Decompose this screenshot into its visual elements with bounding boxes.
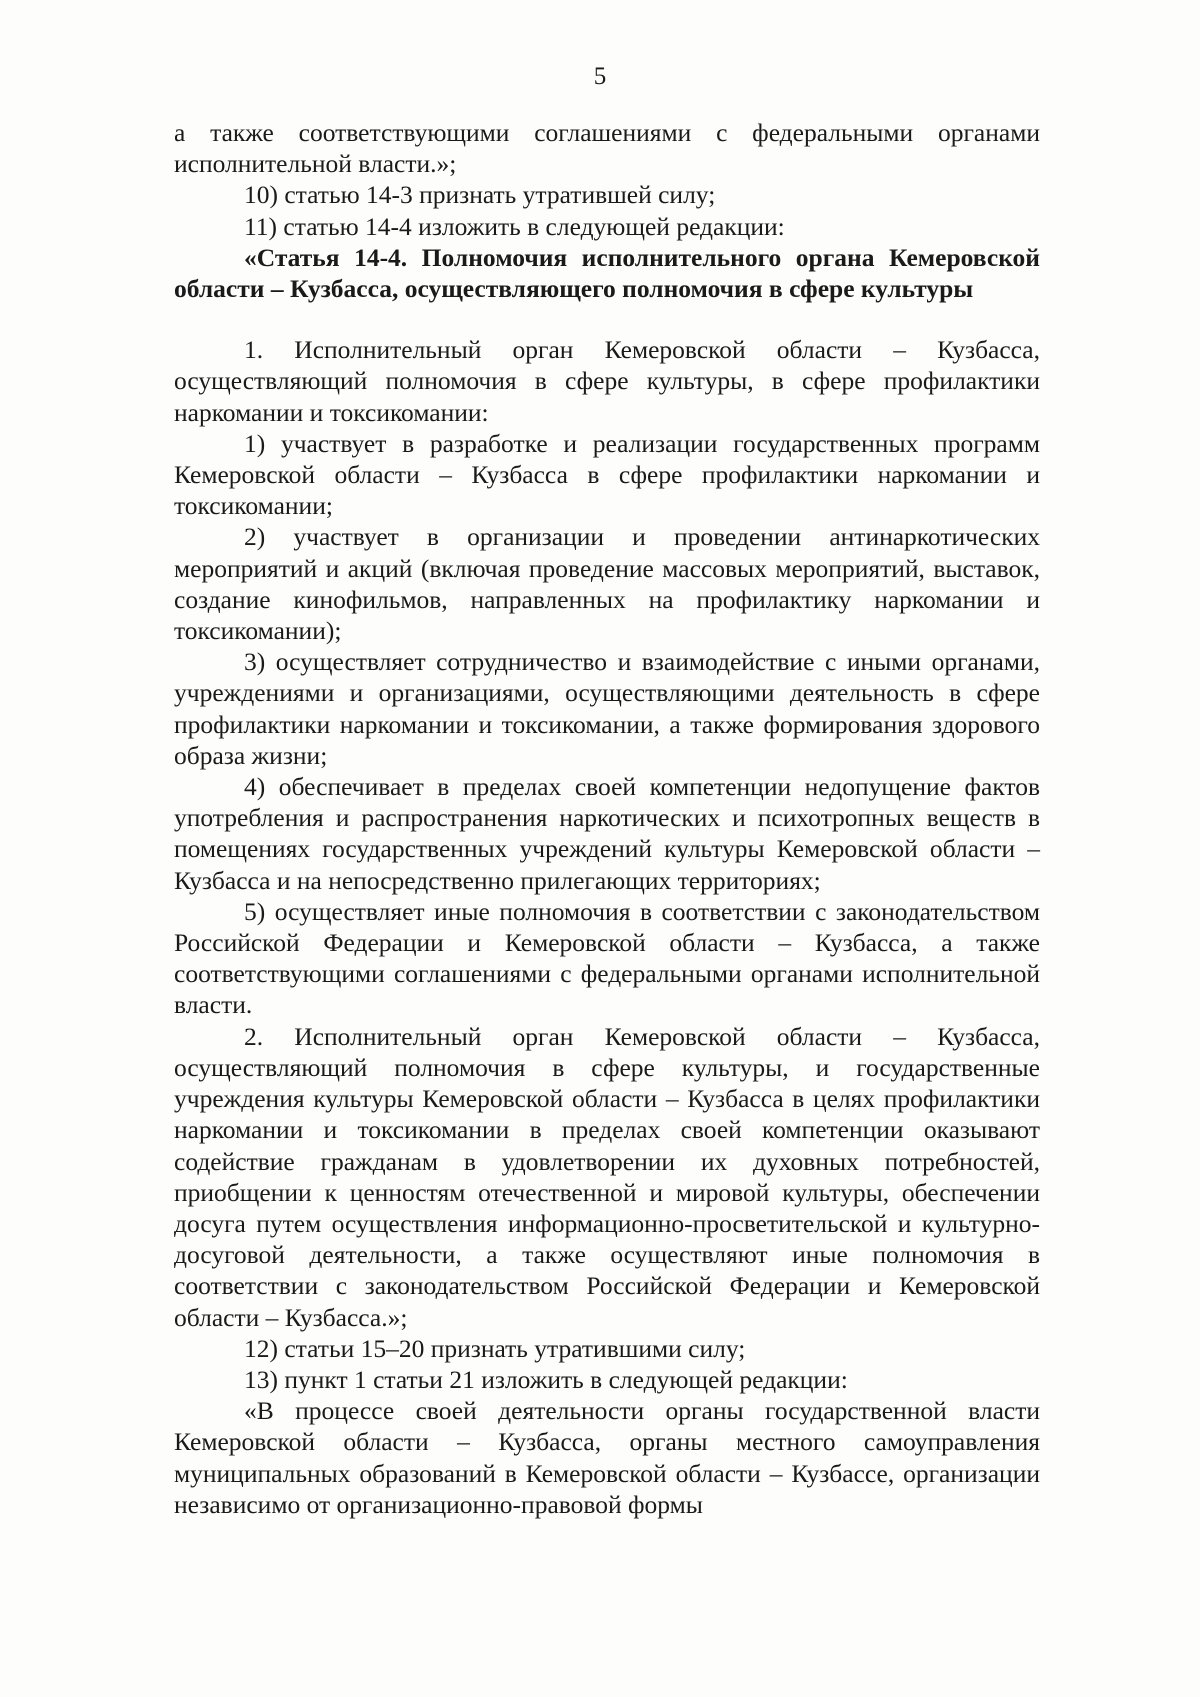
paragraph-item-12: 12) статьи 15–20 признать утратившими силу; — [244, 1333, 746, 1363]
quoted-paragraph: «В процессе своей деятельности органы государственной власти Кемеровской области – Кузбасса, органы местного самоуправления муниципальных образований в Кемеровской области – Кузбассе, организации независимо от организационно-правовой формы — [174, 1396, 1040, 1519]
clause-2: 2. Исполнительный орган Кемеровской области – Кузбасса, осуществляющий полномочия в сфере культуры, и государственные учреждения культуры Кемеровской области – Кузбасса в целях профилактики наркомании и токсикомании в пределах своей компетенции оказывают содействие гражданам в удовлетворении их духовных потребностей, приобщении к ценностям отечественной и мировой культуры, обеспечении досуга путем осуществления информационно-просветительской и культурно-досуговой деятельности, а также осуществляют иные полномочия в соответствии с законодательством Российской Федерации и Кемеровской области – Кузбасса.»; — [174, 1021, 1040, 1332]
heading-spacer — [174, 304, 1040, 334]
document-body — [174, 117, 1040, 1520]
subclause-1: 1) участвует в разработке и реализации государственных программ Кемеровской области – Кузбасса в сфере профилактики наркомании и токсикомании; — [174, 428, 1040, 521]
clause-1: 1. Исполнительный орган Кемеровской области – Кузбасса, осуществляющий полномочия в сфере культуры, в сфере профилактики наркомании и токсикомании: — [174, 335, 1040, 427]
article-heading: «Статья 14-4. Полномочия исполнительного органа Кемеровской области – Кузбасса, осуществляющего полномочия в сфере культуры — [174, 242, 1040, 304]
subclause-5: 5) осуществляет иные полномочия в соответствии с законодательством Российской Федерации и Кемеровской области – Кузбасса, а также соответствующими соглашениями с федеральными органами исполнительной власти. — [174, 896, 1040, 1020]
paragraph-continuation: а также соответствующими соглашениями с федеральными органами исполнительной власти.»; — [174, 118, 1040, 179]
page-number: 5 — [593, 63, 607, 90]
paragraph-item-10: 10) статью 14-3 признать утратившей силу; — [244, 180, 716, 210]
subclause-2: 2) участвует в организации и проведении антинаркотических мероприятий и акций (включая проведение массовых мероприятий, выставок, создание кинофильмов, направленных на профилактику наркомании и токсикомании); — [174, 522, 1040, 646]
subclause-4: 4) обеспечивает в пределах своей компетенции недопущение фактов употребления и распространения наркотических и психотропных веществ в помещениях государственных учреждений культуры Кемеровской области – Кузбасса и на непосредственно прилегающих территориях; — [174, 772, 1040, 895]
paragraph-item-13: 13) пункт 1 статьи 21 изложить в следующей редакции: — [244, 1364, 848, 1394]
subclause-3: 3) осуществляет сотрудничество и взаимодействие с иными органами, учреждениями и организациями, осуществляющими деятельность в сфере профилактики наркомании и токсикомании, а также формирования здорового образа жизни; — [174, 647, 1040, 770]
paragraph-item-11: 11) статью 14-4 изложить в следующей редакции: — [244, 211, 785, 241]
